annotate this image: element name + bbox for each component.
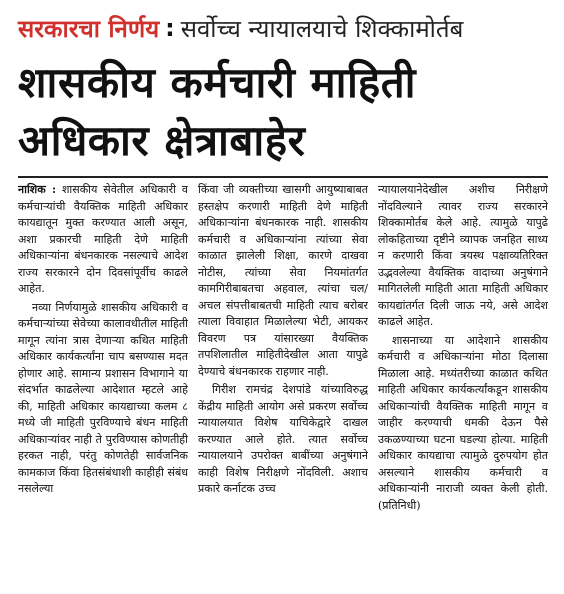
- article-column-2: [198, 182, 368, 586]
- kicker-line: [18, 8, 548, 48]
- headline: [18, 54, 548, 170]
- paragraph-text: शासकीय सेवेतील अधिकारी व कर्मचाऱ्यांची वैयक्तिक माहिती अधिकार कायद्यातून मुक्त करण्यात आली असून, अशा प्रकारची माहिती देणे माहिती अधिकाऱ्यांना बंधनकारक नसल्याचे आदेश राज्य सरकारने दोन दिवसांपूर्वीच काढले आहेत.: [18, 183, 188, 295]
- article-column-1: [18, 182, 188, 586]
- kicker-separator: :: [165, 14, 175, 42]
- dateline: नाशिक :: [18, 183, 57, 196]
- article-paragraph: किंवा जी व्यक्तीच्या खासगी आयुष्याबाबत हस्तक्षेप करणारी माहिती देणे माहिती अधिकाऱ्यांना बंधनकारक नाही. शासकीय कर्मचारी व अधिकाऱ्यांना त्यांच्या सेवा काळात झालेली शिक्षा, कारणे दाखवा नोटीस, त्यांच्या सेवा नियमांतर्गत कामगिरीबाबतचा अहवाल, त्यांचा चल/अचल संपत्तीबाबतची माहिती त्याच बरोबर त्याला विवाहात मिळालेल्या भेटी, आयकर विवरण पत्र यांसारख्या वैयक्तिक तपशिलातील माहितीदेखील आता यापुढे देण्याचे बंधनकारक राहणार नाही.: [198, 183, 368, 378]
- headline-line-2: अधिकार क्षेत्राबाहेर: [18, 116, 306, 165]
- headline-divider: [18, 176, 548, 178]
- article-paragraph: शासनाच्या या आदेशाने शासकीय कर्मचारी व अधिकाऱ्यांना मोठा दिलासा मिळाला आहे. मध्यंतरीच्या काळात कथित माहिती अधिकार कार्यकर्त्यांकडून शासकीय अधिकाऱ्यांची वैयक्तिक माहिती मागून व जाहीर करण्याची धमकी देऊन पैसे उकळण्याच्या घटना घडल्या होत्या. माहिती अधिकार कायद्याचा त्यामुळे दुरुपयोग होत असल्याने शासकीय कर्मचारी व अधिकाऱ्यांनी नाराजी व्यक्त केली होती. (प्रतिनिधी): [378, 333, 548, 512]
- kicker-label: सरकारचा निर्णय: [18, 14, 160, 43]
- article-paragraph: न्यायालयानेदेखील अशीच निरीक्षणे नोंदविल्याने त्यावर राज्य सरकारने शिक्कामोर्तब केले आहे. त्यामुळे यापुढे लोकहिताच्या दृष्टीने व्यापक जनहित साध्य न करणारी किंवा त्रयस्थ पक्षाव्यतिरिक्त उद्भवलेल्या वैयक्तिक वादाच्या अनुषंगाने मागितलेली माहिती आता माहिती अधिकार कायद्यांतर्गत दिली जाऊ नये, असे आदेश काढले आहेत.: [378, 183, 548, 328]
- kicker-text: सर्वोच्च न्यायालयाचे शिक्कामोर्तब: [180, 14, 464, 43]
- article-column-3: [378, 182, 548, 586]
- article-body: [18, 182, 548, 586]
- headline-line-1: शासकीय कर्मचारी माहिती: [18, 58, 417, 107]
- article-paragraph: नव्या निर्णयामुळे शासकीय अधिकारी व कर्मचाऱ्यांच्या सेवेच्या कालावधीतील माहिती मागून त्यांना त्रास देणाऱ्या कथित माहिती अधिकार कार्यकर्त्यांना चाप बसण्यास मदत होणार आहे. सामान्य प्रशासन विभागाने या संदर्भात काढलेल्या आदेशात म्हटले आहे की, माहिती अधिकार कायद्याच्या कलम ८ मध्ये जी माहिती पुरविण्याचे बंधन माहिती अधिकाऱ्यांवर नाही ते पुरविण्यास कोणतीही हरकत नाही, परंतु कोणतेही सार्वजनिक कामकाज किंवा हितसंबंधाशी काहीही संबंध नसलेल्या: [18, 300, 188, 495]
- article-paragraph: [18, 182, 188, 298]
- article-paragraph: गिरीश रामचंद्र देशपांडे यांच्याविरुद्ध केंद्रीय माहिती आयोग असे प्रकरण सर्वोच्च न्यायालयात विशेष याचिकेद्वारे दाखल करण्यात आले होते. त्यात सर्वोच्च न्यायालयाने उपरोक्त बाबींच्या अनुषंगाने काही विशेष निरीक्षणे नोंदविली. अशाच प्रकारे कर्नाटक उच्च: [198, 383, 368, 495]
